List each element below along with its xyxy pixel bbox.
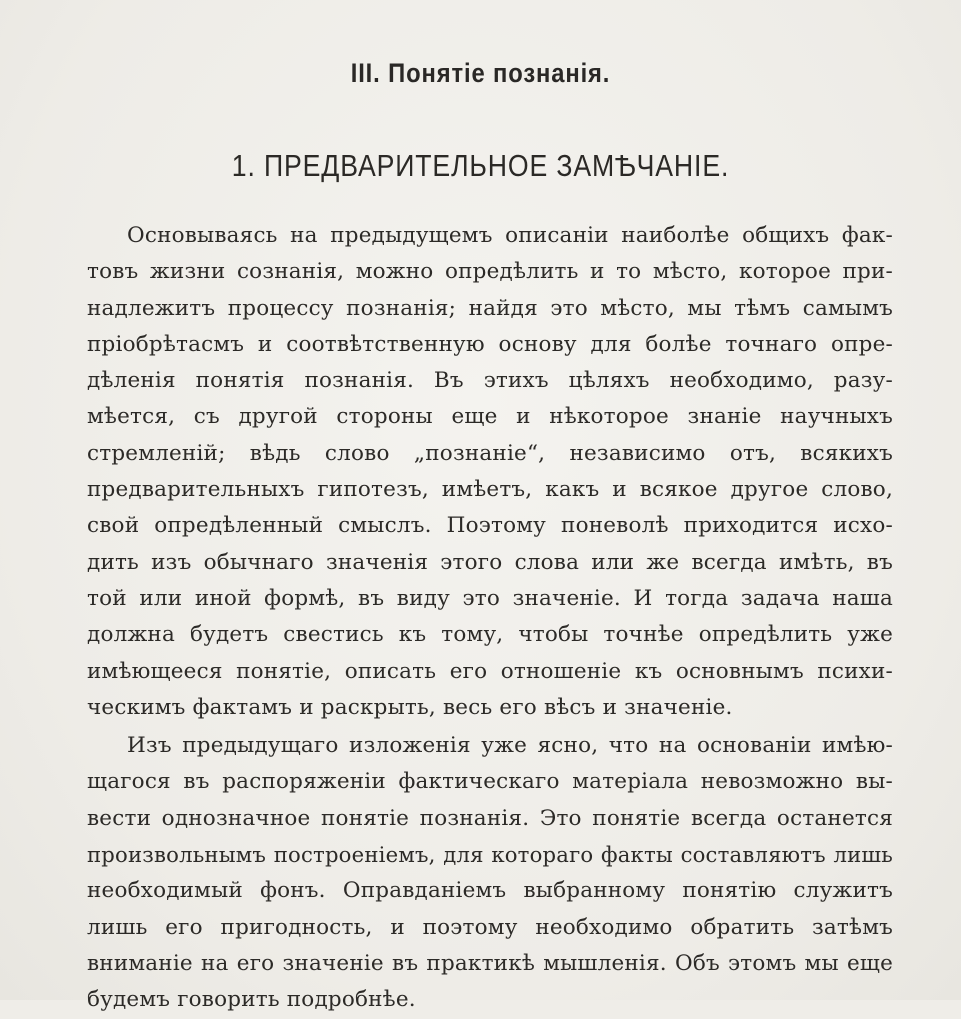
text-line: ческимъ фактамъ и раскрыть, весь его вѣсъ и значеніе. xyxy=(87,694,733,720)
text-line: пріобрѣтасмъ и соотвѣтственную основу для болѣе точнаго опре- xyxy=(87,331,893,357)
text-line: щагося въ распоряженіи фактическаго матеріала невозможно вы- xyxy=(87,769,893,795)
text-line: дить изъ обычнаго значенія этого слова или же всегда имѣть, въ xyxy=(87,549,893,575)
text-line: имѣющееся понятіе, описать его отношеніе къ основнымъ психи- xyxy=(87,658,893,684)
text-line: вниманіе на его значеніе въ практикѣ мышленія. Объ этомъ мы еще xyxy=(87,950,893,976)
chapter-heading: III. Понятіе познанія. xyxy=(350,58,611,88)
text-line: товъ жизни сознанія, можно опредѣлить и то мѣсто, которое при- xyxy=(87,259,893,285)
paragraph-2 xyxy=(87,728,893,1018)
text-line: той или иной формѣ, въ виду это значеніе. И тогда задача наша xyxy=(87,585,893,611)
body-text xyxy=(87,218,893,1019)
text-line: произвольнымъ построеніемъ, для котораго факты составляютъ лишь xyxy=(87,842,893,868)
text-line: свой опредѣленный смыслъ. Поэтому поневолѣ приходится исхо- xyxy=(87,513,893,539)
text-line: дѣленія понятія познанія. Въ этихъ цѣляхъ необходимо, разу- xyxy=(87,368,893,394)
text-line: надлежитъ процессу познанія; найдя это мѣсто, мы тѣмъ самымъ xyxy=(87,295,893,321)
text-line: лишь его пригодность, и поэтому необходимо обратить затѣмъ xyxy=(87,914,893,940)
text-line: вести однозначное понятіе познанія. Это понятіе всегда останется xyxy=(87,805,893,831)
text-line: предварительныхъ гипотезъ, имѣетъ, какъ и всякое другое слово, xyxy=(87,477,893,503)
text-line: необходимый фонъ. Оправданіемъ выбранному понятію служитъ xyxy=(87,878,893,904)
text-line: мѣется, съ другой стороны еще и нѣкоторое знаніе научныхъ xyxy=(87,404,893,430)
text-line: стремленій; вѣдь слово „познаніе“, независимо отъ, всякихъ xyxy=(87,440,893,466)
text-line: Основываясь на предыдущемъ описаніи наиболѣе общихъ фак- xyxy=(127,223,893,248)
text-line: должна будетъ свестись къ тому, чтобы точнѣе опредѣлить уже xyxy=(87,622,893,648)
text-line: будемъ говорить подробнѣе. xyxy=(87,987,416,1013)
section-heading: 1. ПРЕДВАРИТЕЛЬНОЕ ЗАМѢЧАНІЕ. xyxy=(231,148,730,183)
paragraph-1 xyxy=(87,218,893,726)
text-line: Изъ предыдущаго изложенія уже ясно, что на основаніи имѣю- xyxy=(127,733,893,759)
